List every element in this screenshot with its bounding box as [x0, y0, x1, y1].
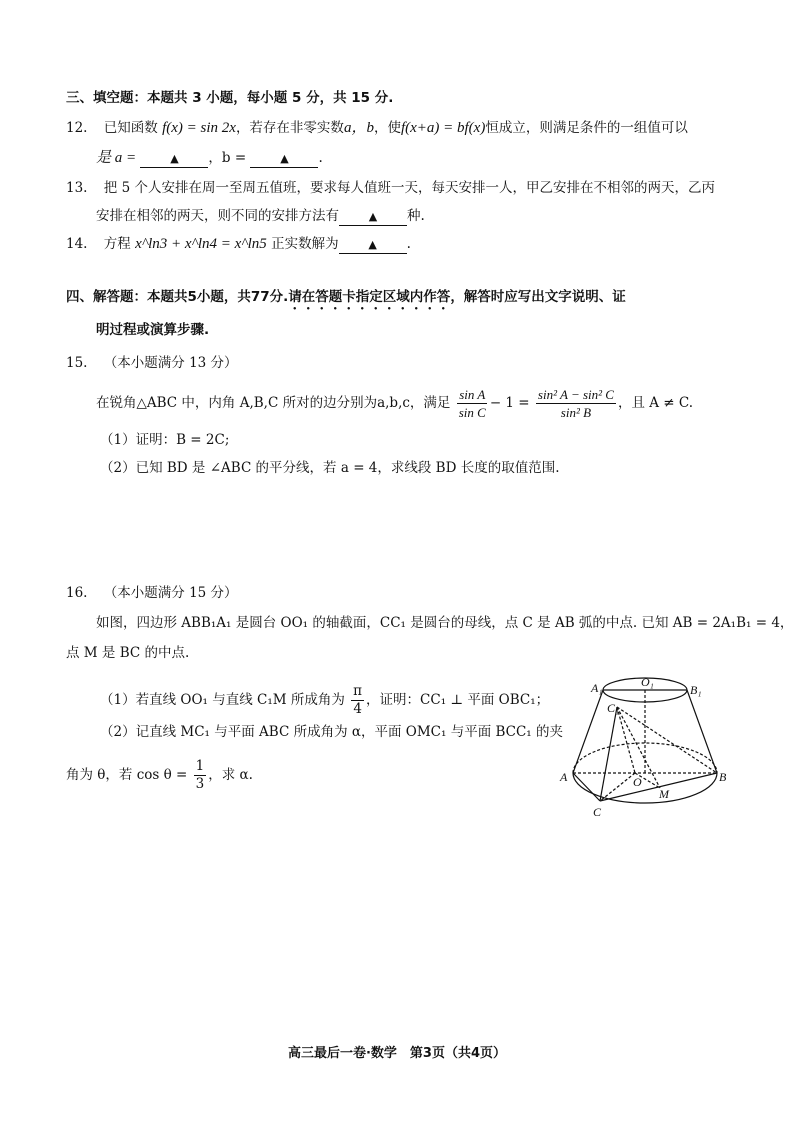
label-M: M [659, 787, 669, 801]
q15-part-2: （2）已知 BD 是 ∠ABC 的平分线，若 a = 4，求线段 BD 长度的取值范围. [100, 460, 560, 476]
q15-stem-post: ，且 A ≠ C. [617, 395, 694, 411]
question-13-number: 13. [66, 180, 88, 196]
q12-end: . [318, 150, 323, 166]
label-O1: O₁ [641, 675, 654, 689]
question-16-header [66, 583, 238, 603]
label-A1: A₁ [591, 681, 603, 695]
a-c-segment [573, 773, 600, 801]
q16-part-2-fraction-denominator: 3 [195, 776, 205, 792]
q12-text-3: ，使 [373, 120, 401, 136]
q12-text-2: ，若存在非零实数 [235, 120, 344, 136]
q15-part-1: （1）证明：B = 2C; [100, 432, 230, 448]
question-14-line [66, 234, 411, 254]
question-16-score: （本小题满分 15 分） [103, 585, 238, 601]
question-13-line-1 [66, 178, 715, 198]
question-12-line-2 [96, 148, 323, 168]
q12-text-1: 已知函数 [103, 120, 158, 136]
section-3-heading: 三、填空题：本题共 3 小题，每小题 5 分，共 15 分. [66, 90, 394, 106]
question-12-line-1 [66, 118, 688, 138]
q15-fraction-1-denominator: sin C [458, 405, 486, 420]
q15-fraction-1-numerator: sin A [459, 387, 486, 402]
section-4-heading-emphasis: 请在答题卡指定区域内作答 [288, 289, 451, 305]
section-4-heading-line-1 [66, 287, 626, 313]
q14-text-2: 正实数解为 [271, 236, 339, 252]
q12-answer-blank-b[interactable]: ▲ [250, 151, 318, 168]
q16-part-1-pre: （1）若直线 OO₁ 与直线 C₁M 所成角为 [100, 692, 345, 708]
question-15-header [66, 353, 238, 373]
q16-part-2-line-2 [66, 755, 253, 795]
question-13-line-2 [96, 206, 425, 226]
q12-equation: f(x+a) = bf(x) [400, 120, 486, 136]
q12-a-label: 是 a = [96, 150, 137, 166]
q16-part-2-post: ，求 α. [208, 767, 253, 783]
question-12-number: 12. [66, 120, 88, 136]
q14-text-1: 方程 [103, 236, 131, 252]
label-C1: C₁ [607, 701, 620, 715]
q16-part-2-fraction [194, 758, 207, 793]
section-4-heading-post: ，解答时应写出文字说明、证 [450, 289, 626, 305]
question-16-number: 16. [66, 585, 88, 601]
frustum-figure [555, 668, 735, 828]
q12-answer-blank-a[interactable]: ▲ [140, 151, 208, 168]
q16-part-2-pre: 角为 θ，若 cos θ = [66, 767, 188, 783]
q14-answer-blank[interactable]: ▲ [339, 237, 407, 254]
q16-part-2-line-1: （2）记直线 MC₁ 与平面 ABC 所成角为 α，平面 OMC₁ 与平面 BCC₁ 的夹 [100, 724, 564, 740]
question-15-score: （本小题满分 13 分） [103, 355, 238, 371]
page-footer: 高三最后一卷·数学 第3页（共4页） [287, 1046, 507, 1061]
q15-fraction-2 [536, 386, 616, 421]
q16-part-1-fraction-numerator: π [353, 683, 363, 699]
q13-text-1: 把 5 个人安排在周一至周五值班，要求每人值班一天，每天安排一人，甲乙安排在不相邻的两天，乙丙 [103, 180, 715, 196]
q12-function-def: f(x) = sin 2x [162, 120, 236, 136]
question-15-number: 15. [66, 355, 88, 371]
q16-part-1-post: ，证明：CC₁ ⊥ 平面 OBC₁； [366, 692, 550, 708]
q16-part-1 [100, 680, 549, 720]
q13-text-3: 种. [407, 208, 425, 224]
q16-part-2-fraction-numerator: 1 [195, 758, 205, 774]
section-4-heading-pre: 四、解答题：本题共5小题，共77分. [66, 289, 289, 305]
c1-o-segment [617, 707, 635, 773]
q15-minus-one: − 1 = [489, 395, 530, 411]
label-B1: B₁ [690, 683, 702, 697]
q16-part-1-fraction-denominator: 4 [353, 701, 362, 717]
c1-b-segment [617, 707, 717, 773]
q15-fraction-1 [457, 386, 488, 421]
bottom-base-front-arc [573, 773, 717, 803]
q14-end: . [406, 236, 411, 252]
q15-fraction-2-numerator: sin² A − sin² C [537, 387, 614, 402]
right-generatrix [687, 690, 717, 773]
cc1-segment [600, 707, 617, 801]
q15-stem-pre: 在锐角△ABC 中，内角 A,B,C 所对的边分别为a,b,c，满足 [96, 395, 451, 411]
q16-part-1-fraction [351, 683, 364, 718]
section-4-heading-line-2: 明过程或演算步骤. [96, 322, 210, 338]
label-C: C [593, 805, 602, 819]
label-A: A [560, 770, 568, 784]
label-B: B [719, 770, 727, 784]
q16-stem-line-2: 点 M 是 BC 的中点. [66, 645, 190, 661]
q12-b-label: ，b = [208, 150, 247, 166]
q16-stem-line-1: 如图，四边形 ABB₁A₁ 是圆台 OO₁ 的轴截面，CC₁ 是圆台的母线，点 C 是 AB 弧的中点. 已知 AB = 2A₁B₁ = 4， [96, 615, 794, 631]
q13-text-2: 安排在相邻的两天，则不同的安排方法有 [96, 208, 339, 224]
q14-equation: x^ln3 + x^ln4 = x^ln5 [135, 236, 267, 252]
q12-vars: a，b [343, 120, 374, 136]
left-generatrix [573, 690, 603, 773]
q13-answer-blank[interactable]: ▲ [339, 209, 407, 226]
q15-fraction-2-denominator: sin² B [560, 405, 592, 420]
label-O: O [633, 775, 642, 789]
question-14-number: 14. [66, 236, 88, 252]
q12-text-4: 恒成立，则满足条件的一组值可以 [485, 120, 688, 136]
question-15-stem [96, 383, 693, 423]
